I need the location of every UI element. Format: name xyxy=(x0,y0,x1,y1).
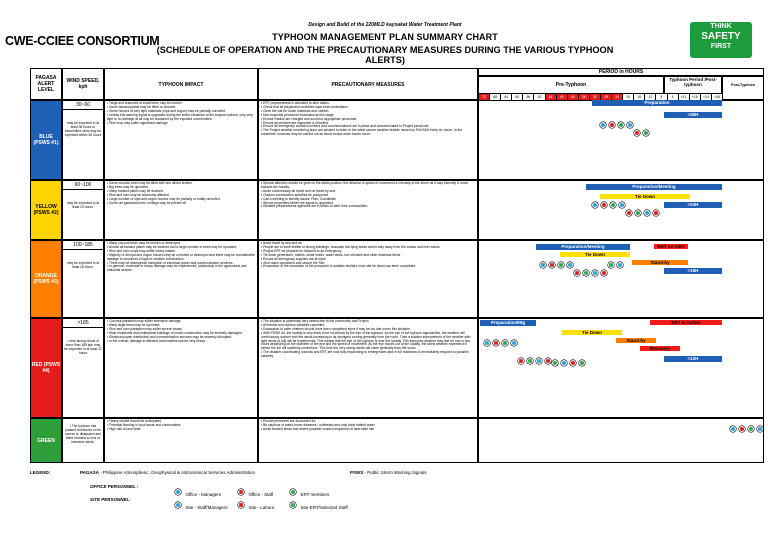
legend-office: OFFICE PERSONNEL : xyxy=(90,484,139,489)
legend-site-ert: Site-ERT/Selected Staff xyxy=(290,496,348,514)
person-icon xyxy=(290,489,296,495)
legend-pagasa: PAGASA - Philippine Atmospheric, Geophysical & Astronomical Services Administration xyxy=(80,470,256,475)
wind-speed-cell xyxy=(62,180,104,240)
person-icon xyxy=(238,489,244,495)
alert-level-cell xyxy=(30,100,62,180)
typhoon-impact-cell: • Heavy rainfall should be anticipated • Potential flooding in local areas and communities • High risk of land slide xyxy=(104,418,258,463)
hour-cell: 44 xyxy=(556,94,567,100)
timeline-bar: Stand-by xyxy=(616,338,656,343)
col-precautionary-measures: PRECAUTIONARY MEASURES xyxy=(258,68,478,100)
wind-speed-note: • The typhoon has passed /continued on its course or dissipated and there remains so risk of intensive winds. xyxy=(65,424,101,444)
logo-line2: SAFETY xyxy=(701,31,741,42)
precautionary-measures-cell: • Special attention should be given to the latest position, the direction & speed of movement & intensity of the storm as it may intensify & move towards the locality. • Avoid unnecessary air travel and no travel by sea. • Outdoor construction activities be postponed. • Call a meeting to identify issues, Plan, Coordinate • Secure properties before the signal is upgraded. • Disaster preparedness agencies are in action to alert their communities. xyxy=(258,180,478,240)
person-icon xyxy=(570,360,576,366)
alert-level-label: GREEN xyxy=(37,437,55,444)
hour-cell: +18 xyxy=(689,94,700,100)
person-icon xyxy=(635,210,641,216)
person-icon xyxy=(238,502,244,508)
person-icon xyxy=(579,360,585,366)
hour-cell: 4 xyxy=(667,94,678,100)
timeline-bar: ERT on Alert xyxy=(654,244,688,249)
person-icon xyxy=(592,270,598,276)
hour-cell: +12 xyxy=(678,94,689,100)
hour-cell: 8 xyxy=(655,94,666,100)
hour-cell: 56 xyxy=(522,94,533,100)
person-icon xyxy=(175,502,181,508)
person-icon xyxy=(549,262,555,268)
wind-speed-note: may be expected in at least 36 hours or intermittent rains may be expected within 36 hours xyxy=(64,121,102,137)
hour-cell: 24 xyxy=(611,94,622,100)
legend-label: LEGEND: xyxy=(30,470,51,475)
timeline-bar: Preparation/Meeting xyxy=(536,244,630,250)
person-icon xyxy=(653,210,659,216)
person-icon xyxy=(617,262,623,268)
consortium-name: CWE-CCIEE CONSORTIUM xyxy=(5,34,160,48)
wind-speed-note: • Very strong winds of more than 185 kph may be expected in at least 12 hours xyxy=(64,339,102,355)
legend-office-managers: Office - Managers xyxy=(175,483,221,501)
hour-cell: 52 xyxy=(533,94,544,100)
alert-level-label: YELLOW (PSWS #2) xyxy=(33,204,59,216)
col-wind-speed: WIND SPEED, kph xyxy=(62,68,104,100)
person-icon xyxy=(600,122,606,128)
person-icon xyxy=(545,358,551,364)
timeline-bar: >24H xyxy=(664,202,722,208)
hour-cell: 40 xyxy=(567,94,578,100)
legend-psws: PSWS - Public Storm Warning Signals xyxy=(350,470,427,475)
typhoon-impact-cell: • Many coconut trees may be broken or destroyed. • Almost all banana plants may be downed and a large number of trees may be uprooted. • Rice and corn crops may suffer heavy losses. • Majority of all nipa and cogon houses may be unroofed or destroyed and there may be considerable damage to structures of light to medium construction. • There may be widespread disruption of electrical power and communication services. • In general, moderate to heavy damage may be experienced, particularly in the agricultural and industrial sectors. xyxy=(104,240,258,318)
person-icon xyxy=(290,502,296,508)
col-alert-level: PAGASA ALERT LEVEL xyxy=(30,68,62,100)
wind-speed-value: 100~185 xyxy=(63,241,103,250)
precautionary-measures-cell: • The situation is potentially very destructive to the community and Project. • All travels and outdoor activities cancelled. • Evacuation to safer shelters should have been completed since it may be too late under this situation. • With PSWS #4, the locality is very likely to be hit directly by the eye of the typhoon. As the eye of the typhoon approaches, the weather will continuously worsen with the winds increasing to its strongest coming generally from the north. Then a sudden improvement of the weather with light winds (a lull) will be experienced. This means that the eye of the typhoon is over the locality. This improved weather may last for one to two hours depending on the diameter of the eye and the speed of movement. As the eye moves out of the locality, the worst weather experienced before the lull will suddenly commence. This time the very strong winds will come generally from the south. • The disaster coordinating councils and ERT are now fully responding to emergencies and in full readiness to immediately respond to possible calamity. xyxy=(258,318,478,418)
person-icon xyxy=(618,122,624,128)
person-icon xyxy=(561,360,567,366)
person-icon xyxy=(552,360,558,366)
person-icon xyxy=(540,262,546,268)
person-icon xyxy=(739,426,745,432)
legend-site-labors: Site - Labors xyxy=(238,496,274,514)
person-icon xyxy=(748,426,754,432)
person-icon xyxy=(511,340,517,346)
person-icon xyxy=(567,262,573,268)
legend-ert-members: ERT members xyxy=(290,483,329,501)
timeline-bar: Tie Down xyxy=(600,194,690,199)
col-post-typhoon: Typhoon Period /Post-typhoon xyxy=(664,76,722,94)
wind-speed-value: >185 xyxy=(63,319,103,328)
person-icon xyxy=(619,202,625,208)
person-icon xyxy=(601,202,607,208)
precautionary-measures-cell: • Avoid travel by sea and air. • People are to seek shelter in strong buildings, evacuate low-lying areas and to stay away from the coasts and river banks. • Project ERT be prepared to respond to an emergency. • Tie down generators, trailers, small sheds, water tanks, fuel vehicles and other essential items. • Ensure all emergency supplies are at hand • Shut down operations and secure the Site. • Evacuation of the remainder of the personnel to suitable shelters once site tie down has been completed. xyxy=(258,240,478,318)
timeline-bar: Preparation/Mtg xyxy=(480,320,536,326)
person-icon xyxy=(608,262,614,268)
wind-speed-note: may be expected in at least 18 hours. xyxy=(66,261,100,269)
alert-level-cell xyxy=(30,418,62,463)
person-icon xyxy=(493,340,499,346)
wind-speed-cell xyxy=(62,100,104,180)
col-typhoon-impact: TYPHOON IMPACT xyxy=(104,68,258,100)
wind-speed-cell xyxy=(62,318,104,418)
person-icon xyxy=(643,130,649,136)
person-icon xyxy=(536,358,542,364)
logo-line1: THINK xyxy=(710,23,732,30)
precautionary-measures-cell: • ERT preparedness is activated to alert status. • Check that all preparation activities have been undertaken. • Clear the site for loose materials and rubbish • Non-essential personnel evacuated at this stage. • Ensure Radios are charged and sound to appropriate personnel. • Ensure all vehicles are inspected & refuelled. • Ensure all emergency contact numbers and communications are in place and communicated to Project personnel. • The Project weather monitoring team are advised to listen to the latest severe weather bulletin issued by PAGASA every six hours. In the meantime, business may be carried out as usual except when floods occur. xyxy=(258,100,478,180)
hour-cell: +24 xyxy=(700,94,711,100)
timeline-bar: >36H xyxy=(664,112,722,118)
person-icon xyxy=(601,270,607,276)
col-period: PERIOD in HOURS xyxy=(478,68,764,76)
timeline-cell xyxy=(478,418,764,463)
col-post-typhoon-2: Post-Typhoon xyxy=(722,76,764,100)
alert-level-cell xyxy=(30,240,62,318)
wind-speed-value: 30~60 xyxy=(63,101,103,110)
col-pre-typhoon: Pre-Typhoon xyxy=(478,76,664,94)
hour-cell: 28 xyxy=(600,94,611,100)
wind-speed-cell xyxy=(62,240,104,318)
hour-cell: 48 xyxy=(545,94,556,100)
person-icon xyxy=(757,426,763,432)
legend-site-staff: Site - Staff/Managers xyxy=(175,496,228,514)
alert-level-cell xyxy=(30,318,62,418)
typhoon-impact-cell: • Some coconut trees may be tilted with few others broken. • Big trees may be uprooted. • Many banana plants may be downed. • Rice and corn may be adversely affected. • Large number of nipa and cogon houses may be partially or totally unroofed. • Some old galvanized iron roofings may be peeled off. xyxy=(104,180,258,240)
wind-speed-value: 60~100 xyxy=(63,181,103,190)
logo-line3: FIRST xyxy=(710,43,732,50)
legend-site: SITE PERSONNEL: xyxy=(90,497,131,502)
person-icon xyxy=(527,358,533,364)
hour-cell: 64 xyxy=(500,94,511,100)
person-icon xyxy=(558,262,564,268)
typhoon-impact-cell: • Twigs and branches of small trees may be broken. • Some banana plants may be tilted or downed. • Some houses of very light materials (nipa and cogon) may be partially unroofed. • Unless this warning signal is upgraded during the entire existence of the tropical cyclone, only very light or no damage at all may be sustained by the exposed communities. • Rice crop may suffer significant damage xyxy=(104,100,258,180)
hour-cell: 32 xyxy=(589,94,600,100)
person-icon xyxy=(175,489,181,495)
wind-speed-note: may be expected in at least 24 hours. xyxy=(66,201,100,209)
person-icon xyxy=(626,210,632,216)
alert-level-cell xyxy=(30,180,62,240)
wind-speed-cell xyxy=(62,418,104,463)
person-icon xyxy=(592,202,598,208)
alert-level-label: ORANGE (PSWS #3) xyxy=(33,273,59,285)
hour-cell: 12 xyxy=(644,94,655,100)
person-icon xyxy=(644,210,650,216)
person-icon xyxy=(627,122,633,128)
person-icon xyxy=(610,202,616,208)
page-title: TYPHOON MANAGEMENT PLAN SUMMARY CHART xyxy=(272,32,498,42)
person-icon xyxy=(730,426,736,432)
person-icon xyxy=(518,358,524,364)
hour-cell: 60 xyxy=(511,94,522,100)
hour-cell: +36 xyxy=(711,94,722,100)
person-icon xyxy=(583,270,589,276)
timeline-bar: Tie Down xyxy=(562,330,622,335)
timeline-bar: Stand-by xyxy=(632,260,688,265)
person-icon xyxy=(634,130,640,136)
timeline-bar: Tie Down xyxy=(560,252,630,257)
timeline-bar: >18H xyxy=(664,268,722,274)
person-icon xyxy=(484,340,490,346)
hour-cell: 16 xyxy=(633,94,644,100)
hour-cell: 68 xyxy=(489,94,500,100)
alert-level-label: RED (PSWS #4) xyxy=(31,362,61,374)
timeline-bar: Preparation/Meeting xyxy=(586,184,722,190)
timeline-bar: ERT in Action xyxy=(650,320,722,325)
think-safety-logo xyxy=(690,22,752,58)
typhoon-impact-cell: • Coconut plantation may suffer extensive damage. • Many large trees may be uprooted. • Rice and corn plantation may suffer severe losses. • Most residential and institutional buildings of mixed construction may be severely damaged. • Electrical power distribution and communication services may be severely disrupted. • In the overall, damage to affected communities can be very heavy. xyxy=(104,318,258,418)
timeline-bar: Preparation xyxy=(592,100,722,106)
timeline-bar: >12H xyxy=(664,356,722,362)
project-subtitle: Design and Build of the 220MLD kaysakat Water Treatment Plant xyxy=(308,22,462,28)
person-icon xyxy=(609,122,615,128)
person-icon xyxy=(574,270,580,276)
hour-cell: 20 xyxy=(622,94,633,100)
schedule-title: (SCHEDULE OF OPERATION AND THE PRECAUTIONARY MEASURES DURING THE VARIOUS TYPHOON ALERTS) xyxy=(156,45,614,65)
timeline-bar: Recovery xyxy=(640,346,680,351)
alert-level-label: BLUE (PSWS #1) xyxy=(33,134,59,146)
legend-office-staff: Office - Staff xyxy=(238,483,273,501)
hour-cell: 36 xyxy=(578,94,589,100)
person-icon xyxy=(502,340,508,346)
hour-cell: 72 xyxy=(478,94,489,100)
precautionary-measures-cell: • Ensure personnel are accounted for. • Be cautious of water-borne diseases / outbreaks and only drink bottled water • Avoid flooded areas and where possible conduct inspection of land slide risk xyxy=(258,418,478,463)
